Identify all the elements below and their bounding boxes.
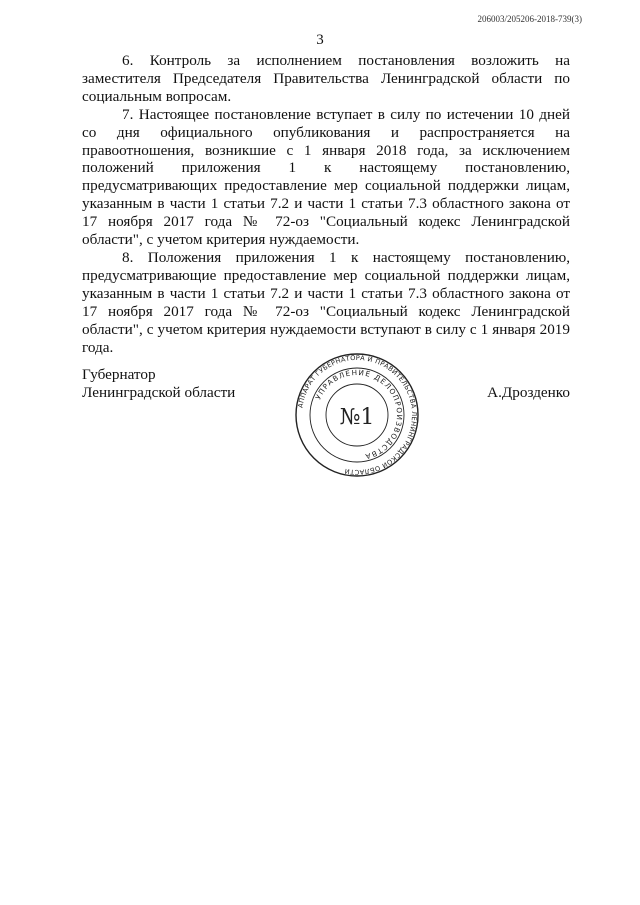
document-code: 206003/205206-2018-739(3) bbox=[477, 14, 582, 24]
signatory-name: А.Дрозденко bbox=[487, 384, 570, 401]
signatory-title-line2: Ленинградской области bbox=[82, 384, 236, 401]
seal-number: №1 bbox=[339, 405, 375, 430]
official-seal bbox=[294, 352, 420, 478]
paragraph-7: 7. Настоящее постановление вступает в силу по истечении 10 дней со дня официального опубликования и распространяется на правоотношения, возникшие с 1 января 2018 года, за исключением положений приложения 1 к настоящему постановлению, предусматривающих предоставление мер социальной поддержки лицам, указанным в части 1 статьи 7.2 и части 1 статьи 7.3 областного закона от 17 ноября 2017 года № 72-оз "Социальный кодекс Ленинградской области", с учетом критерия нуждаемости. bbox=[82, 105, 570, 249]
seal-outer-text: АППАРАТ ГУБЕРНАТОРА И ПРАВИТЕЛЬСТВА ЛЕНИНГРАДСКОЙ ОБЛАСТИ bbox=[296, 353, 419, 477]
signatory-title bbox=[82, 366, 235, 402]
seal-inner-text: УПРАВЛЕНИЕ ДЕЛОПРОИЗВОДСТВА bbox=[313, 367, 405, 462]
document-body bbox=[82, 52, 570, 356]
paragraph-6: 6. Контроль за исполнением постановления возложить на заместителя Председателя Правительства Ленинградской области по социальным вопросам. bbox=[82, 52, 570, 105]
signatory-title-line1: Губернатор bbox=[82, 366, 156, 383]
paragraph-8: 8. Положения приложения 1 к настоящему постановлению, предусматривающие предоставление мер социальной поддержки лицам, указанным в части 1 статьи 7.2 и части 1 статьи 7.3 областного закона от 17 ноября 2017 года № 72-оз "Социальный кодекс Ленинградской области", с учетом критерия нуждаемости вступают в силу с 1 января 2019 года. bbox=[82, 248, 570, 356]
page-number: 3 bbox=[316, 32, 324, 48]
